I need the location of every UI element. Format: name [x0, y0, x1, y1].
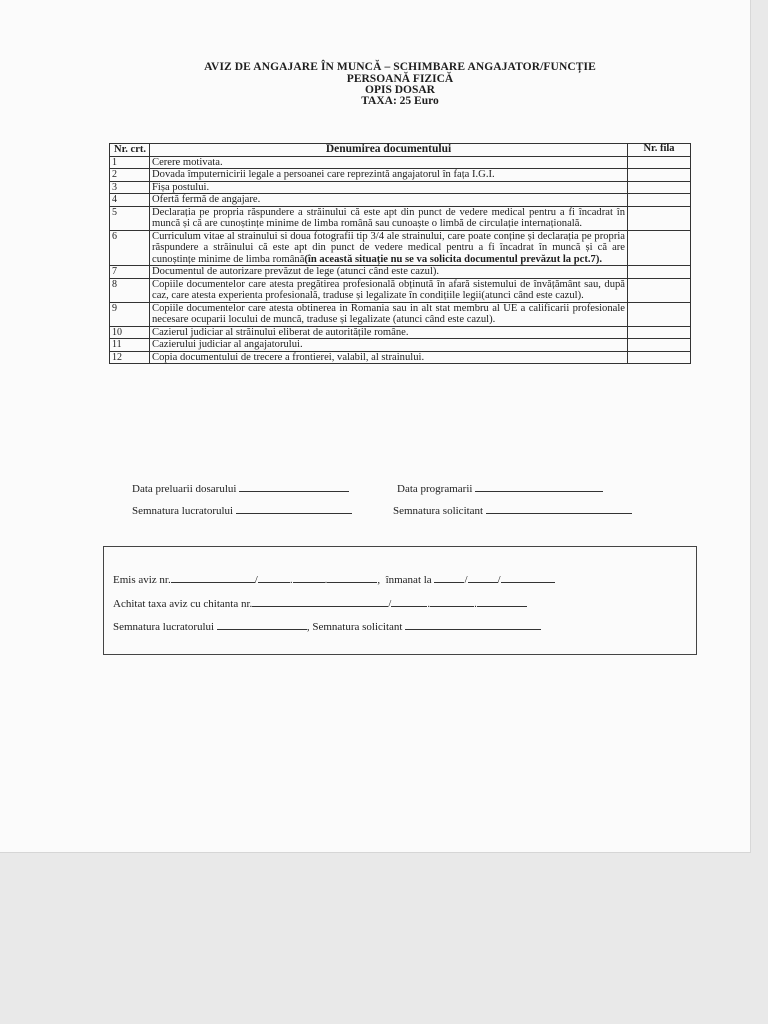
row-document: Dovada împuternicirii legale a persoanei care reprezintă angajatorul în fața I.G.I.	[150, 169, 628, 182]
row-fila-cell[interactable]	[628, 169, 691, 182]
box-applicant-signature-field[interactable]	[405, 620, 541, 630]
row-number: 10	[110, 326, 150, 339]
row-number: 9	[110, 302, 150, 326]
row-number: 7	[110, 266, 150, 279]
table-row	[110, 156, 691, 169]
row-number: 1	[110, 156, 150, 169]
applicant-signature-label: Semnatura solicitant	[393, 505, 484, 517]
row-number: 8	[110, 278, 150, 302]
row-fila-cell[interactable]	[628, 302, 691, 326]
permit-number-field[interactable]	[171, 573, 255, 583]
applicant-signature-line	[393, 504, 632, 517]
handed-month-field[interactable]	[468, 573, 498, 583]
table-row	[110, 302, 691, 326]
row-fila-cell[interactable]	[628, 206, 691, 230]
table-row	[110, 230, 691, 266]
row-document: Cazierul judiciar al străinului eliberat de autoritățile române.	[150, 326, 628, 339]
row-number: 12	[110, 351, 150, 364]
row-document: Copiile documentelor care atesta obtinerea in Romania sau in alt stat membru al UE a calificarii profesionale necesare ocuparii locului de muncă, traduse și legalizate (atunci când este cazul).	[150, 302, 628, 326]
receipt-date-field[interactable]	[239, 482, 349, 492]
worker-signature-line	[132, 504, 352, 517]
row-document	[150, 230, 628, 266]
row-document: Ofertă fermă de angajare.	[150, 194, 628, 207]
table-row	[110, 194, 691, 207]
permit-issued-line: Emis aviz nr. / . . , înmanat la / /	[113, 573, 555, 586]
handed-over-label: înmanat la	[385, 574, 432, 586]
table-row	[110, 266, 691, 279]
row-fila-cell[interactable]	[628, 156, 691, 169]
table-row	[110, 206, 691, 230]
appointment-date-field[interactable]	[475, 482, 603, 492]
box-applicant-signature-label: , Semnatura solicitant	[306, 621, 403, 633]
row-document: Fișa postului.	[150, 181, 628, 194]
column-header-fila: Nr. fila	[628, 144, 691, 157]
fee-paid-label: Achitat taxa aviz cu chitanta nr.	[113, 598, 253, 610]
row-document: Declarația pe propria răspundere a străinului că este apt din punct de vedere medical pentru a fi încadrat în muncă și că are cunoștințe minime de limba română sau cunoaște o limbă de circulație internațională.	[150, 206, 628, 230]
row-fila-cell[interactable]	[628, 230, 691, 266]
table-row	[110, 278, 691, 302]
row-fila-cell[interactable]	[628, 181, 691, 194]
box-signatures-line	[113, 620, 541, 633]
column-header-name: Denumirea documentului	[150, 144, 628, 157]
receipt-date-line	[132, 482, 349, 495]
receipt-date-label: Data preluarii dosarului	[132, 483, 237, 495]
row-number: 6	[110, 230, 150, 266]
row-number: 11	[110, 339, 150, 352]
permit-date-year-field[interactable]	[327, 573, 377, 583]
row-fila-cell[interactable]	[628, 326, 691, 339]
applicant-signature-field[interactable]	[486, 504, 632, 514]
handed-day-field[interactable]	[434, 573, 464, 583]
receipt-number-field[interactable]	[252, 597, 388, 607]
document-title: AVIZ DE ANGAJARE ÎN MUNCĂ – SCHIMBARE ANGAJATOR/FUNCȚIE	[204, 61, 596, 73]
table-header-row	[110, 144, 691, 157]
table-row	[110, 351, 691, 364]
row-document-bold-note: (în această situație nu se va solicita documentul prevăzut la pct.7).	[304, 253, 602, 265]
worker-signature-field[interactable]	[236, 504, 352, 514]
row-number: 3	[110, 181, 150, 194]
row-document: Cazierului judiciar al angajatorului.	[150, 339, 628, 352]
fee-paid-line: Achitat taxa aviz cu chitanta nr. / . .	[113, 597, 527, 610]
row-fila-cell[interactable]	[628, 266, 691, 279]
receipt-year-field[interactable]	[477, 597, 527, 607]
table-row	[110, 326, 691, 339]
document-fee: TAXA: 25 Euro	[361, 95, 439, 107]
receipt-month-field[interactable]	[430, 597, 474, 607]
table-row	[110, 181, 691, 194]
table-row	[110, 169, 691, 182]
document-subtitle: PERSOANĂ FIZICĂ	[346, 73, 454, 85]
row-document-text: Curriculum vitae al strainului si doua fotografii tip 3/4 ale strainului, care poate conține și declarația pe propria răspundere a străinului că este apt din punct de vedere medical pentru a fi încadrat în muncă și că are cunoștințe minime de limba română	[152, 230, 625, 265]
receipt-day-field[interactable]	[391, 597, 427, 607]
column-header-nr: Nr. crt.	[110, 144, 150, 157]
document-heading-opis: OPIS DOSAR	[365, 84, 435, 96]
row-document: Cerere motivata.	[150, 156, 628, 169]
row-fila-cell[interactable]	[628, 351, 691, 364]
row-document: Copiile documentelor care atesta pregătirea profesională obținută în afară sistemului de învățământ sau, după caz, care atesta experienta profesională, traduse și legalizate în condițiile legii(atunci când este cazul).	[150, 278, 628, 302]
handed-year-field[interactable]	[501, 573, 555, 583]
row-fila-cell[interactable]	[628, 339, 691, 352]
row-fila-cell[interactable]	[628, 194, 691, 207]
row-fila-cell[interactable]	[628, 278, 691, 302]
permit-date-day-field[interactable]	[258, 573, 290, 583]
box-worker-signature-label: Semnatura lucratorului	[113, 621, 215, 633]
permit-issued-label: Emis aviz nr.	[113, 574, 171, 586]
table-row	[110, 339, 691, 352]
appointment-date-line	[397, 482, 603, 495]
row-number: 2	[110, 169, 150, 182]
row-number: 4	[110, 194, 150, 207]
row-number: 5	[110, 206, 150, 230]
row-document: Documentul de autorizare prevăzut de lege (atunci când este cazul).	[150, 266, 628, 279]
issuance-box	[103, 546, 697, 655]
row-document: Copia documentului de trecere a frontierei, valabil, al strainului.	[150, 351, 628, 364]
appointment-date-label: Data programarii	[397, 483, 473, 495]
permit-date-month-field[interactable]	[293, 573, 325, 583]
documents-table	[109, 143, 691, 364]
worker-signature-label: Semnatura lucratorului	[132, 505, 234, 517]
box-worker-signature-field[interactable]	[217, 620, 307, 630]
